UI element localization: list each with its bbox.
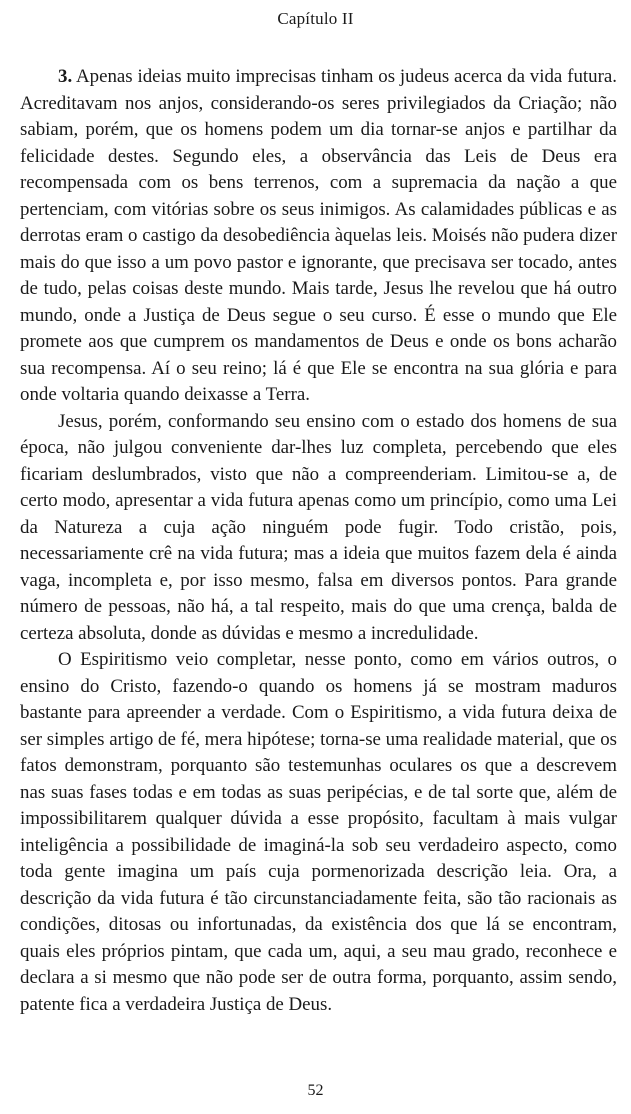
paragraph: O Espiritismo veio completar, nesse ponto, como em vários outros, o ensino do Cristo, fazendo-o quando os homens já se mostram maduros bastante para apreender a verdade. Com o Espiritismo, a vida futura deixa de ser simples artigo de fé, mera hipótese; torna-se uma realidade material, que os fatos demonstram, porquanto são testemunhas oculares os que a descrevem nas suas fases todas e em todas as suas peripécias, e de tal sorte que, além de impossibilitarem qualquer dúvida a esse propósito, facultam à mais vulgar inteligência a possibilidade de imaginá-la sob seu verdadeiro aspecto, como toda gente imagina um país cuja pormenorizada descrição leia. Ora, a descrição da vida futura é tão circunstanciadamente feita, são tão racionais as condições, ditosas ou infortunadas, da existência dos que lá se encontram, quais eles próprios pintam, que cada um, aqui, a seu mau grado, reconhece e declara a si mesmo que não pode ser de outra forma, porquanto, assim sendo, patente fica a verdadeira Justiça de Deus.: [20, 649, 617, 1015]
paragraph-text: Apenas ideias muito imprecisas tinham os judeus acerca da vida futura. Acreditavam nos anjos, considerando-os seres privilegiados da Criação; não sabiam, porém, que os homens podem um dia tornar-se anjos e partilhar da felicidade destes. Segundo eles, a observância das Leis de Deus era recompensada com os bens terrenos, com a supremacia da nação a que pertenciam, com vitórias sobre os seus inimigos. As calamidades públicas e as derrotas eram o castigo da desobediência àquelas leis. Moisés não pudera dizer mais do que isso a um povo pastor e ignorante, que precisava ser tocado, antes de tudo, pelas coisas deste mundo. Mais tarde, Jesus lhe revelou que há outro mundo, onde a Justiça de Deus segue o seu curso. É esse o mundo que Ele promete aos que cumprem os mandamentos de Deus e onde os bons acharão sua recompensa. Aí o seu reino; lá é que Ele se encontra na sua glória e para onde voltaria quando deixasse a Terra.: [20, 66, 617, 405]
paragraph: Jesus, porém, conformando seu ensino com o estado dos homens de sua época, não julgou conveniente dar-lhes luz completa, percebendo que eles ficariam deslumbrados, visto que não a compreenderiam. Limitou-se a, de certo modo, apresentar a vida futura apenas como um princípio, como uma Lei da Natureza a cuja ação ninguém pode fugir. Todo cristão, pois, necessariamente crê na vida futura; mas a ideia que muitos fazem dela é ainda vaga, incompleta e, por isso mesmo, falsa em diversos pontos. Para grande número de pessoas, não há, a tal respeito, mais do que uma crença, balda de certeza absoluta, donde as dúvidas e mesmo a incredulidade.: [20, 410, 617, 644]
running-head: Capítulo II: [277, 9, 354, 28]
body-text: [20, 64, 617, 1018]
page-number: 52: [307, 1082, 324, 1099]
paragraph-number: 3.: [58, 66, 73, 87]
paragraph-3: [20, 64, 617, 409]
